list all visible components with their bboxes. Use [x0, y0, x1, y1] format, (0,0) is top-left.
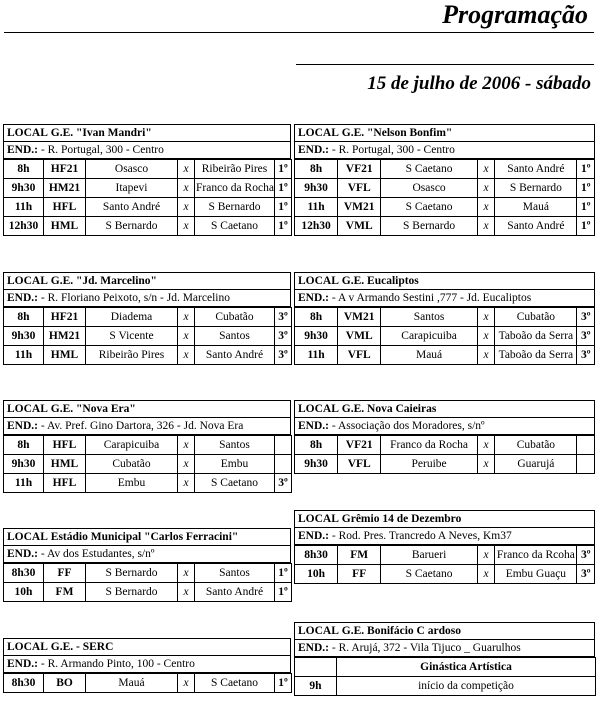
- venue-local: [3, 528, 291, 546]
- away-team: Guarujá: [495, 455, 577, 474]
- game-category: BO: [44, 674, 86, 693]
- game-row: [295, 546, 595, 565]
- event-title: Ginástica Artística: [337, 658, 596, 677]
- home-team: Osasco: [86, 160, 178, 179]
- versus-mark: x: [178, 564, 195, 583]
- versus-mark: x: [477, 436, 494, 455]
- address-text: - Rod. Pres. Trancredo A Neves, Km37: [331, 530, 512, 542]
- away-team: Santo André: [495, 160, 577, 179]
- game-time: 12h30: [4, 217, 44, 236]
- game-round: 3º: [577, 346, 595, 365]
- venue-address: [294, 142, 595, 159]
- versus-mark: x: [178, 327, 195, 346]
- game-category: FM: [338, 546, 381, 565]
- game-row: [295, 455, 595, 474]
- local-label: LOCAL: [298, 127, 339, 139]
- away-team: Embu: [195, 455, 275, 474]
- game-round: 1º: [577, 179, 595, 198]
- game-category: HF21: [44, 308, 86, 327]
- venue-block: [3, 124, 291, 236]
- game-category: HM21: [44, 327, 86, 346]
- game-row: [295, 160, 595, 179]
- game-round: 1º: [577, 198, 595, 217]
- game-time: 8h30: [4, 564, 44, 583]
- venue-local: [294, 124, 595, 142]
- venue-name: G.E. Eucaliptos: [341, 275, 419, 287]
- home-team: Itapevi: [86, 179, 178, 198]
- away-team: Embu Guaçu: [495, 565, 577, 584]
- games-table: [3, 673, 292, 693]
- versus-mark: x: [477, 565, 494, 584]
- venue-address: [294, 290, 595, 307]
- game-round: 3º: [275, 346, 292, 365]
- address-text: - Av dos Estudantes, s/nº: [40, 548, 155, 560]
- game-time: 8h: [4, 436, 44, 455]
- games-table: [294, 435, 595, 474]
- event-description: início da competição: [337, 677, 596, 696]
- game-round: 1º: [577, 160, 595, 179]
- game-category: VFL: [338, 455, 381, 474]
- game-category: HML: [44, 346, 86, 365]
- venue-local: [294, 510, 595, 528]
- game-row: [295, 346, 595, 365]
- game-category: FF: [338, 565, 381, 584]
- game-time: 11h: [295, 346, 338, 365]
- games-table: [294, 307, 595, 365]
- versus-mark: x: [477, 546, 494, 565]
- home-team: S Bernardo: [86, 583, 178, 602]
- game-time: 10h: [4, 583, 44, 602]
- home-team: S Caetano: [381, 160, 478, 179]
- game-category: HF21: [44, 160, 86, 179]
- away-team: Santo André: [195, 346, 275, 365]
- versus-mark: x: [178, 474, 195, 493]
- game-round: [577, 436, 595, 455]
- game-time: 12h30: [295, 217, 338, 236]
- game-row: [4, 436, 292, 455]
- game-category: VM21: [338, 308, 381, 327]
- home-team: Embu: [86, 474, 178, 493]
- versus-mark: x: [178, 346, 195, 365]
- end-label: END.:: [298, 420, 329, 432]
- game-time: 10h: [295, 565, 338, 584]
- game-time: 11h: [4, 346, 44, 365]
- address-text: - R. Floriano Peixoto, s/n - Jd. Marcelino: [40, 292, 230, 304]
- game-round: 1º: [275, 583, 292, 602]
- versus-mark: x: [477, 179, 494, 198]
- event-header-row: [295, 658, 596, 677]
- local-label: LOCAL: [298, 403, 339, 415]
- venue-name: Estádio Municipal "Carlos Ferracini": [50, 531, 239, 543]
- home-team: Franco da Rocha: [381, 436, 478, 455]
- game-round: 1º: [577, 217, 595, 236]
- game-time: 8h: [4, 308, 44, 327]
- end-label: END.:: [7, 658, 38, 670]
- venue-local: [294, 622, 595, 640]
- home-team: Carapicuiba: [381, 327, 478, 346]
- home-team: Barueri: [381, 546, 478, 565]
- games-table: [3, 563, 292, 602]
- game-row: [4, 198, 292, 217]
- venue-block: [3, 528, 291, 602]
- address-text: - R. Portugal, 300 - Centro: [331, 144, 455, 156]
- away-team: S Bernardo: [195, 198, 275, 217]
- venue-name: Grêmio 14 de Dezembro: [341, 513, 462, 525]
- end-label: END.:: [298, 144, 329, 156]
- end-label: END.:: [298, 292, 329, 304]
- venue-local: [3, 124, 291, 142]
- venue-local: [3, 272, 291, 290]
- game-time: 9h30: [295, 455, 338, 474]
- versus-mark: x: [477, 327, 494, 346]
- away-team: Taboão da Serra: [495, 346, 577, 365]
- venue-address: [294, 640, 595, 657]
- end-label: END.:: [298, 642, 329, 654]
- game-round: 3º: [577, 327, 595, 346]
- empty-cell: [295, 658, 337, 677]
- game-time: 11h: [4, 474, 44, 493]
- address-text: - Associação dos Moradores, s/nº: [331, 420, 485, 432]
- game-time: 9h30: [4, 327, 44, 346]
- away-team: S Caetano: [195, 474, 275, 493]
- local-label: LOCAL: [7, 531, 48, 543]
- venue-block: [294, 622, 595, 696]
- game-round: 1º: [275, 179, 292, 198]
- game-row: [295, 327, 595, 346]
- address-text: - A v Armando Sestini ,777 - Jd. Eucaliptos: [331, 292, 532, 304]
- end-label: END.:: [7, 548, 38, 560]
- game-time: 8h30: [295, 546, 338, 565]
- home-team: Santos: [381, 308, 478, 327]
- home-team: Santo André: [86, 198, 178, 217]
- address-text: - Av. Pref. Gino Dartora, 326 - Jd. Nova Era: [40, 420, 244, 432]
- home-team: Mauá: [381, 346, 478, 365]
- venue-block: [3, 400, 291, 493]
- versus-mark: x: [178, 674, 195, 693]
- game-time: 11h: [4, 198, 44, 217]
- game-category: FM: [44, 583, 86, 602]
- local-label: LOCAL: [7, 403, 48, 415]
- local-label: LOCAL: [298, 625, 339, 637]
- versus-mark: x: [178, 455, 195, 474]
- game-time: 9h30: [295, 327, 338, 346]
- home-team: S Vicente: [86, 327, 178, 346]
- away-team: Mauá: [495, 198, 577, 217]
- game-row: [295, 308, 595, 327]
- home-team: S Caetano: [381, 565, 478, 584]
- venue-address: [294, 418, 595, 435]
- game-category: VML: [338, 217, 381, 236]
- game-category: VM21: [338, 198, 381, 217]
- venue-address: [3, 656, 291, 673]
- venue-block: [3, 272, 291, 365]
- game-row: [4, 455, 292, 474]
- venue-block: [294, 272, 595, 365]
- game-category: FF: [44, 564, 86, 583]
- game-round: 3º: [577, 308, 595, 327]
- end-label: END.:: [7, 420, 38, 432]
- games-table: [294, 545, 595, 584]
- versus-mark: x: [178, 198, 195, 217]
- game-row: [295, 198, 595, 217]
- local-label: LOCAL: [7, 127, 48, 139]
- game-row: [295, 179, 595, 198]
- game-round: 3º: [577, 546, 595, 565]
- home-team: Peruibe: [381, 455, 478, 474]
- away-team: Santos: [195, 564, 275, 583]
- venue-address: [3, 546, 291, 563]
- address-text: - R. Arujá, 372 - Vila Tijuco _ Guarulhos: [331, 642, 521, 654]
- versus-mark: x: [477, 308, 494, 327]
- venue-address: [3, 290, 291, 307]
- versus-mark: x: [178, 583, 195, 602]
- game-category: VF21: [338, 436, 381, 455]
- title-rule: [4, 32, 594, 33]
- game-row: [4, 217, 292, 236]
- versus-mark: x: [477, 160, 494, 179]
- game-row: [4, 346, 292, 365]
- versus-mark: x: [178, 436, 195, 455]
- away-team: Santos: [195, 436, 275, 455]
- venue-name: G.E. "Jd. Marcelino": [50, 275, 157, 287]
- game-category: VFL: [338, 179, 381, 198]
- versus-mark: x: [178, 179, 195, 198]
- away-team: Taboão da Serra: [495, 327, 577, 346]
- schedule-date: 15 de julho de 2006 - sábado: [367, 73, 591, 94]
- game-category: HFL: [44, 436, 86, 455]
- game-round: [275, 455, 292, 474]
- game-time: 8h: [295, 308, 338, 327]
- venue-address: [3, 142, 291, 159]
- game-round: 1º: [275, 674, 292, 693]
- game-category: HML: [44, 455, 86, 474]
- local-label: LOCAL: [298, 275, 339, 287]
- venue-name: G.E. "Nelson Bonfim": [341, 127, 453, 139]
- game-row: [295, 565, 595, 584]
- games-table: [3, 159, 292, 236]
- venue-block: [294, 400, 595, 474]
- local-label: LOCAL: [7, 275, 48, 287]
- venue-name: G.E. Bonifácio C ardoso: [341, 625, 461, 637]
- venue-block: [3, 638, 291, 693]
- home-team: Carapicuiba: [86, 436, 178, 455]
- games-table: [294, 159, 595, 236]
- local-label: LOCAL: [298, 513, 339, 525]
- game-category: HML: [44, 217, 86, 236]
- game-time: 9h30: [4, 455, 44, 474]
- game-row: [4, 674, 292, 693]
- venue-name: G.E. Nova Caieiras: [341, 403, 437, 415]
- game-category: VML: [338, 327, 381, 346]
- home-team: S Bernardo: [381, 217, 478, 236]
- game-row: [4, 308, 292, 327]
- versus-mark: x: [477, 455, 494, 474]
- away-team: Cubatão: [495, 436, 577, 455]
- game-round: 1º: [275, 198, 292, 217]
- page-title: Programação: [442, 0, 588, 29]
- games-table: [294, 657, 596, 696]
- event-row: [295, 677, 596, 696]
- game-category: HFL: [44, 474, 86, 493]
- venue-address: [294, 528, 595, 545]
- game-round: 1º: [275, 217, 292, 236]
- games-table: [3, 307, 292, 365]
- game-time: 8h30: [4, 674, 44, 693]
- game-time: 8h: [295, 436, 338, 455]
- date-rule: [296, 64, 594, 65]
- away-team: S Bernardo: [495, 179, 577, 198]
- versus-mark: x: [477, 217, 494, 236]
- game-row: [4, 179, 292, 198]
- versus-mark: x: [477, 346, 494, 365]
- address-text: - R. Armando Pinto, 100 - Centro: [40, 658, 195, 670]
- away-team: Cubatão: [195, 308, 275, 327]
- venue-local: [3, 400, 291, 418]
- game-row: [4, 160, 292, 179]
- game-round: [577, 455, 595, 474]
- game-round: 3º: [275, 474, 292, 493]
- game-row: [4, 583, 292, 602]
- home-team: S Bernardo: [86, 217, 178, 236]
- home-team: Ribeirão Pires: [86, 346, 178, 365]
- game-time: 9h30: [295, 179, 338, 198]
- game-round: 3º: [275, 308, 292, 327]
- game-row: [4, 327, 292, 346]
- game-category: HFL: [44, 198, 86, 217]
- game-time: 8h: [295, 160, 338, 179]
- venue-block: [294, 510, 595, 584]
- end-label: END.:: [7, 144, 38, 156]
- away-team: S Caetano: [195, 217, 275, 236]
- venue-local: [294, 272, 595, 290]
- away-team: S Caetano: [195, 674, 275, 693]
- game-row: [4, 564, 292, 583]
- venue-local: [294, 400, 595, 418]
- game-round: [275, 436, 292, 455]
- venue-name: G.E. "Nova Era": [50, 403, 136, 415]
- away-team: Ribeirão Pires: [195, 160, 275, 179]
- away-team: Santos: [195, 327, 275, 346]
- game-category: VF21: [338, 160, 381, 179]
- versus-mark: x: [477, 198, 494, 217]
- away-team: Santo André: [495, 217, 577, 236]
- versus-mark: x: [178, 308, 195, 327]
- away-team: Cubatão: [495, 308, 577, 327]
- game-time: 8h: [4, 160, 44, 179]
- game-time: 11h: [295, 198, 338, 217]
- address-text: - R. Portugal, 300 - Centro: [40, 144, 164, 156]
- end-label: END.:: [298, 530, 329, 542]
- home-team: Cubatão: [86, 455, 178, 474]
- end-label: END.:: [7, 292, 38, 304]
- venue-block: [294, 124, 595, 236]
- home-team: Diadema: [86, 308, 178, 327]
- away-team: Santo André: [195, 583, 275, 602]
- event-time: 9h: [295, 677, 337, 696]
- venue-name: G.E. - SERC: [50, 641, 114, 653]
- home-team: Mauá: [86, 674, 178, 693]
- local-label: LOCAL: [7, 641, 48, 653]
- away-team: Franco da Rcoha: [495, 546, 577, 565]
- home-team: S Bernardo: [86, 564, 178, 583]
- game-row: [4, 474, 292, 493]
- venue-local: [3, 638, 291, 656]
- versus-mark: x: [178, 160, 195, 179]
- game-round: 3º: [577, 565, 595, 584]
- games-table: [3, 435, 292, 493]
- home-team: Osasco: [381, 179, 478, 198]
- game-round: 3º: [275, 327, 292, 346]
- game-time: 9h30: [4, 179, 44, 198]
- game-round: 1º: [275, 160, 292, 179]
- game-category: VFL: [338, 346, 381, 365]
- game-row: [295, 436, 595, 455]
- game-row: [295, 217, 595, 236]
- venue-name: G.E. "Ivan Mandri": [50, 127, 152, 139]
- versus-mark: x: [178, 217, 195, 236]
- game-round: 1º: [275, 564, 292, 583]
- away-team: Franco da Rocha: [195, 179, 275, 198]
- home-team: S Caetano: [381, 198, 478, 217]
- venue-address: [3, 418, 291, 435]
- game-category: HM21: [44, 179, 86, 198]
